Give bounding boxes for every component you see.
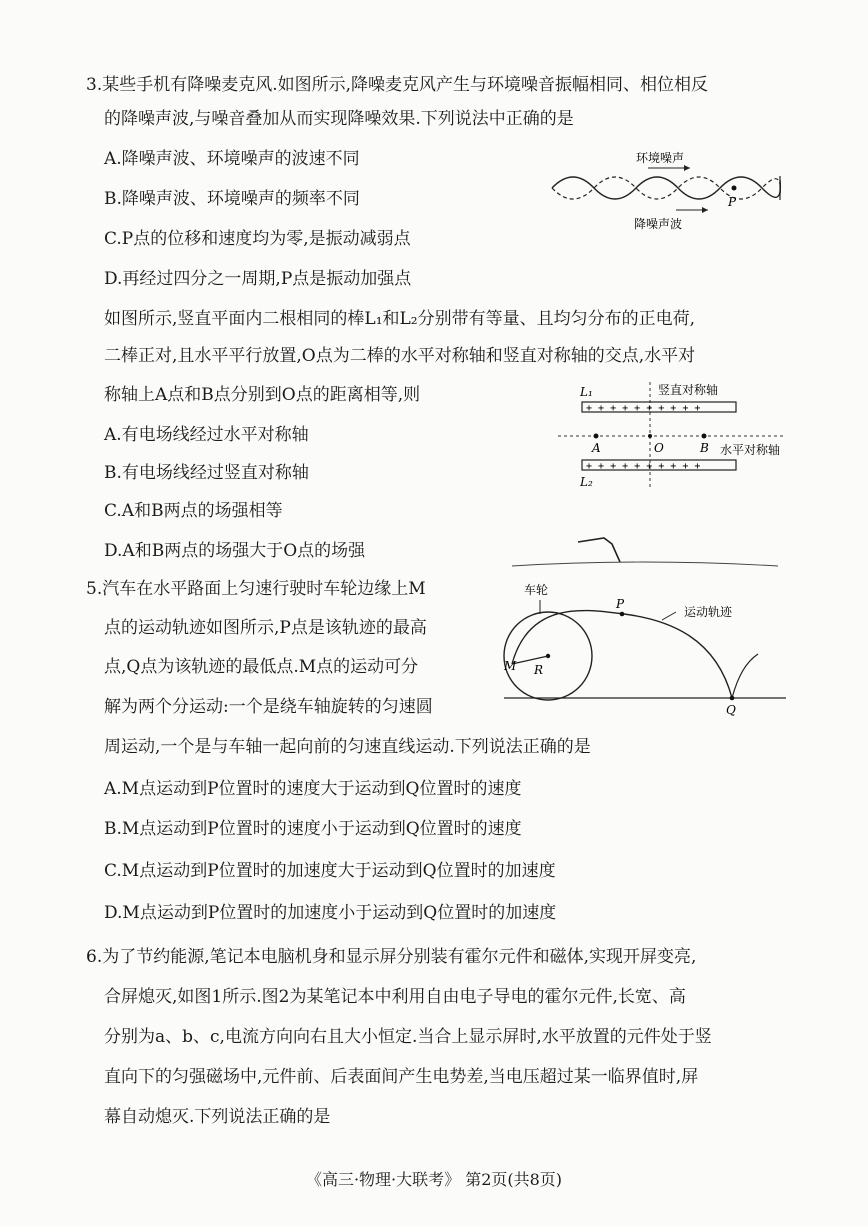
q5-trajectory-pointer [662, 612, 676, 620]
q4-label-l2: L₂ [580, 475, 593, 489]
q4-label-b: B [700, 441, 709, 455]
page-footer: 《高三·物理·大联考》 第2页(共8页) [305, 1170, 563, 1189]
q4-rod-l2-charges: + + + + + + + + + + [586, 461, 701, 472]
q4-rod-l1-charges: + + + + + + + + + + [586, 403, 701, 414]
q3-ambient-arrowhead [684, 165, 690, 171]
q5-label-p: P [616, 597, 625, 611]
q5-cycloid-figure [500, 528, 790, 718]
q5-stem-line2: 点的运动轨迹如图所示,P点是该轨迹的最高 [104, 618, 427, 638]
q3-ambient-wave [552, 177, 780, 199]
q3-option-b: B.降噪声波、环境噪声的频率不同 [104, 189, 360, 209]
q5-stray-mark [578, 538, 620, 562]
q5-stem-line4: 解为两个分运动:一个是绕车轴旋转的匀速圆 [104, 697, 433, 717]
q4-option-a: A.有电场线经过水平对称轴 [104, 425, 309, 445]
q5-point-q [730, 696, 735, 701]
q3-stem-line2: 的降噪声波,与噪音叠加从而实现降噪效果.下列说法中正确的是 [104, 109, 574, 129]
q5-top-curve [512, 562, 778, 566]
q5-trajectory-next [732, 654, 758, 698]
q4-label-o: O [654, 441, 664, 455]
q3-stem-line1: 3.某些手机有降噪麦克风.如图所示,降噪麦克风产生与环境噪音振幅相同、相位相反 [86, 75, 709, 95]
q4-point-o [648, 434, 652, 438]
q4-label-a: A [592, 441, 601, 455]
q4-label-horizontal-axis: 水平对称轴 [720, 443, 781, 457]
q3-label-antinoise: 降噪声波 [634, 217, 683, 231]
q4-rods-figure [556, 380, 792, 492]
q6-stem-line1: 6.为了节约能源,笔记本电脑机身和显示屏分别装有霍尔元件和磁体,实现开屏变亮, [86, 947, 697, 967]
q3-point-p [732, 186, 737, 191]
q3-wave-figure [548, 148, 788, 238]
q4-stem-line2: 二棒正对,且水平平行放置,O点为二棒的水平对称轴和竖直对称轴的交点,水平对 [104, 346, 696, 366]
q4-option-c: C.A和B两点的场强相等 [104, 501, 283, 521]
q5-point-p [620, 612, 625, 617]
q5-stem-line5: 周运动,一个是与车轴一起向前的匀速直线运动.下列说法正确的是 [104, 737, 591, 757]
q5-label-trajectory: 运动轨迹 [684, 605, 733, 619]
q3-option-c: C.P点的位移和速度均为零,是振动减弱点 [104, 229, 411, 249]
q3-option-a: A.降噪声波、环境噪声的波速不同 [104, 149, 360, 169]
q3-antinoise-wave [552, 177, 780, 199]
q6-stem-line5: 幕自动熄灭.下列说法正确的是 [104, 1107, 331, 1127]
q5-label-q: Q [726, 703, 736, 717]
q5-option-b: B.M点运动到P位置时的速度小于运动到Q位置时的速度 [104, 819, 522, 839]
q3-option-d: D.再经过四分之一周期,P点是振动加强点 [104, 269, 412, 289]
q4-point-a [594, 434, 599, 439]
q3-antinoise-arrowhead [702, 207, 708, 213]
q5-stem-line1: 5.汽车在水平路面上匀速行驶时车轮边缘上M [86, 579, 426, 599]
q4-label-vertical-axis: 竖直对称轴 [658, 383, 719, 397]
q4-label-l1: L₁ [580, 385, 593, 399]
q5-label-m: M [504, 659, 517, 673]
q4-point-b [702, 434, 707, 439]
q3-label-ambient-noise: 环境噪声 [636, 151, 685, 165]
q3-label-p: P [728, 195, 737, 209]
q5-label-r: R [534, 663, 544, 677]
q5-label-wheel: 车轮 [524, 583, 549, 597]
q4-stem-line1: 如图所示,竖直平面内二根相同的棒L₁和L₂分别带有等量、且均匀分布的正电荷, [104, 309, 696, 329]
q4-stem-line3: 称轴上A点和B点分别到O点的距离相等,则 [104, 385, 421, 405]
q6-stem-line3: 分别为a、b、c,电流方向向右且大小恒定.当合上显示屏时,水平放置的元件处于竖 [104, 1027, 712, 1047]
q5-stem-line3: 点,Q点为该轨迹的最低点.M点的运动可分 [104, 657, 419, 677]
q5-option-d: D.M点运动到P位置时的加速度小于运动到Q位置时的加速度 [104, 903, 557, 923]
q5-trajectory [512, 611, 732, 698]
q6-stem-line2: 合屏熄灭,如图1所示.图2为某笔记本中利用自由电子导电的霍尔元件,长宽、高 [104, 987, 686, 1007]
q5-option-a: A.M点运动到P位置时的速度大于运动到Q位置时的速度 [104, 779, 522, 799]
q4-option-d: D.A和B两点的场强大于O点的场强 [104, 541, 366, 561]
q5-option-c: C.M点运动到P位置时的加速度大于运动到Q位置时的加速度 [104, 861, 556, 881]
q6-stem-line4: 直向下的匀强磁场中,元件前、后表面间产生电势差,当电压超过某一临界值时,屏 [104, 1067, 699, 1087]
q4-option-b: B.有电场线经过竖直对称轴 [104, 463, 309, 483]
